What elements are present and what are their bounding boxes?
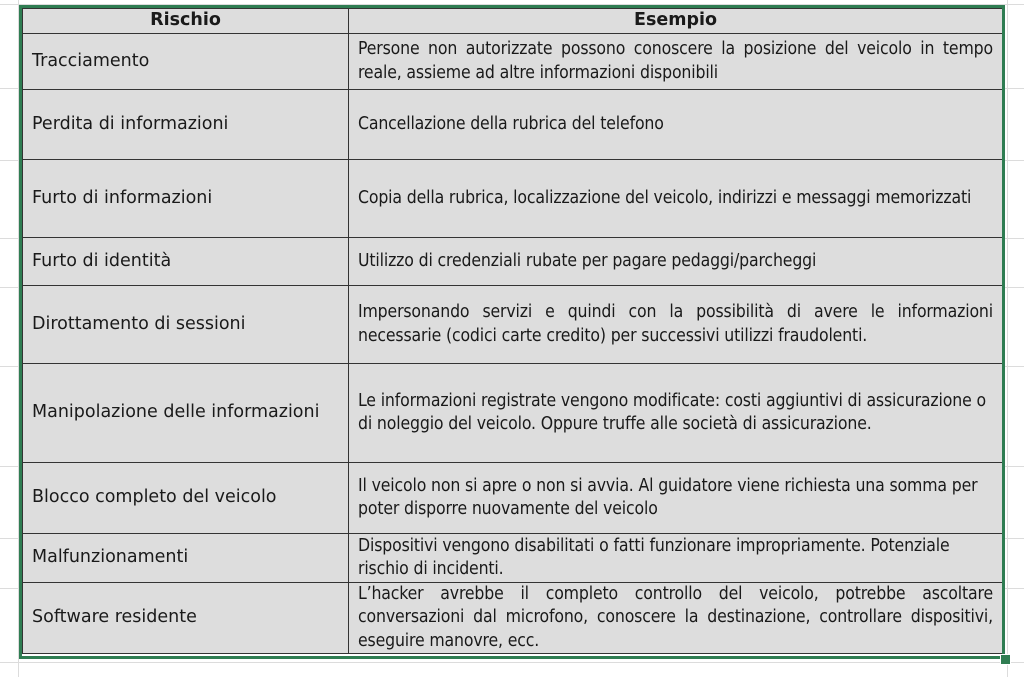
table-body — [23, 34, 1003, 654]
cell-esempio: Utilizzo di credenziali rubate per pagare pedaggi/parcheggi — [349, 238, 1003, 286]
column-header-rischio: Rischio — [23, 9, 349, 34]
cell-esempio: Copia della rubrica, localizzazione del veicolo, indirizzi e messaggi memorizzati — [349, 160, 1003, 238]
table-row — [23, 34, 1003, 90]
cell-esempio: Persone non autorizzate possono conoscere la posizione del veicolo in tempo reale, assieme ad altre informazioni disponibili — [349, 34, 1003, 90]
grid-line-vertical — [1007, 0, 1008, 677]
cell-rischio: Malfunzionamenti — [23, 534, 349, 583]
cell-rischio: Blocco completo del veicolo — [23, 463, 349, 534]
cell-esempio: Dispositivi vengono disabilitati o fatti funzionare impropriamente. Potenziale rischio di incidenti. — [349, 534, 1003, 583]
table-row — [23, 463, 1003, 534]
cell-rischio: Perdita di informazioni — [23, 90, 349, 160]
grid-line-vertical — [18, 0, 19, 677]
cell-esempio: Il veicolo non si apre o non si avvia. Al guidatore viene richiesta una somma per poter disporre nuovamente del veicolo — [349, 463, 1003, 534]
grid-line-horizontal — [0, 4, 1024, 5]
table-row — [23, 364, 1003, 463]
table-row — [23, 583, 1003, 654]
table-row — [23, 534, 1003, 583]
cell-rischio: Furto di identità — [23, 238, 349, 286]
table-row — [23, 90, 1003, 160]
cell-esempio: Cancellazione della rubrica del telefono — [349, 90, 1003, 160]
grid-line-horizontal — [0, 662, 1024, 663]
cell-rischio: Tracciamento — [23, 34, 349, 90]
table-row — [23, 286, 1003, 364]
cell-esempio: Le informazioni registrate vengono modificate: costi aggiuntivi di assicurazione o di noleggio del veicolo. Oppure truffe alle società di assicurazione. — [349, 364, 1003, 463]
cell-rischio: Furto di informazioni — [23, 160, 349, 238]
risk-example-table — [22, 8, 1003, 654]
table-header-row — [23, 9, 1003, 34]
column-header-esempio: Esempio — [349, 9, 1003, 34]
cell-rischio: Dirottamento di sessioni — [23, 286, 349, 364]
cell-rischio: Software residente — [23, 583, 349, 654]
cell-rischio: Manipolazione delle informazioni — [23, 364, 349, 463]
cell-esempio: Impersonando servizi e quindi con la possibilità di avere le informazioni necessarie (codici carte credito) per successivi utilizzi fraudolenti. — [349, 286, 1003, 364]
fill-handle[interactable] — [1000, 654, 1011, 665]
cell-esempio: L’hacker avrebbe il completo controllo del veicolo, potrebbe ascoltare conversazioni dal microfono, conoscere la destinazione, controllare dispositivi, eseguire manovre, ecc. — [349, 583, 1003, 654]
table-row — [23, 160, 1003, 238]
table-row — [23, 238, 1003, 286]
